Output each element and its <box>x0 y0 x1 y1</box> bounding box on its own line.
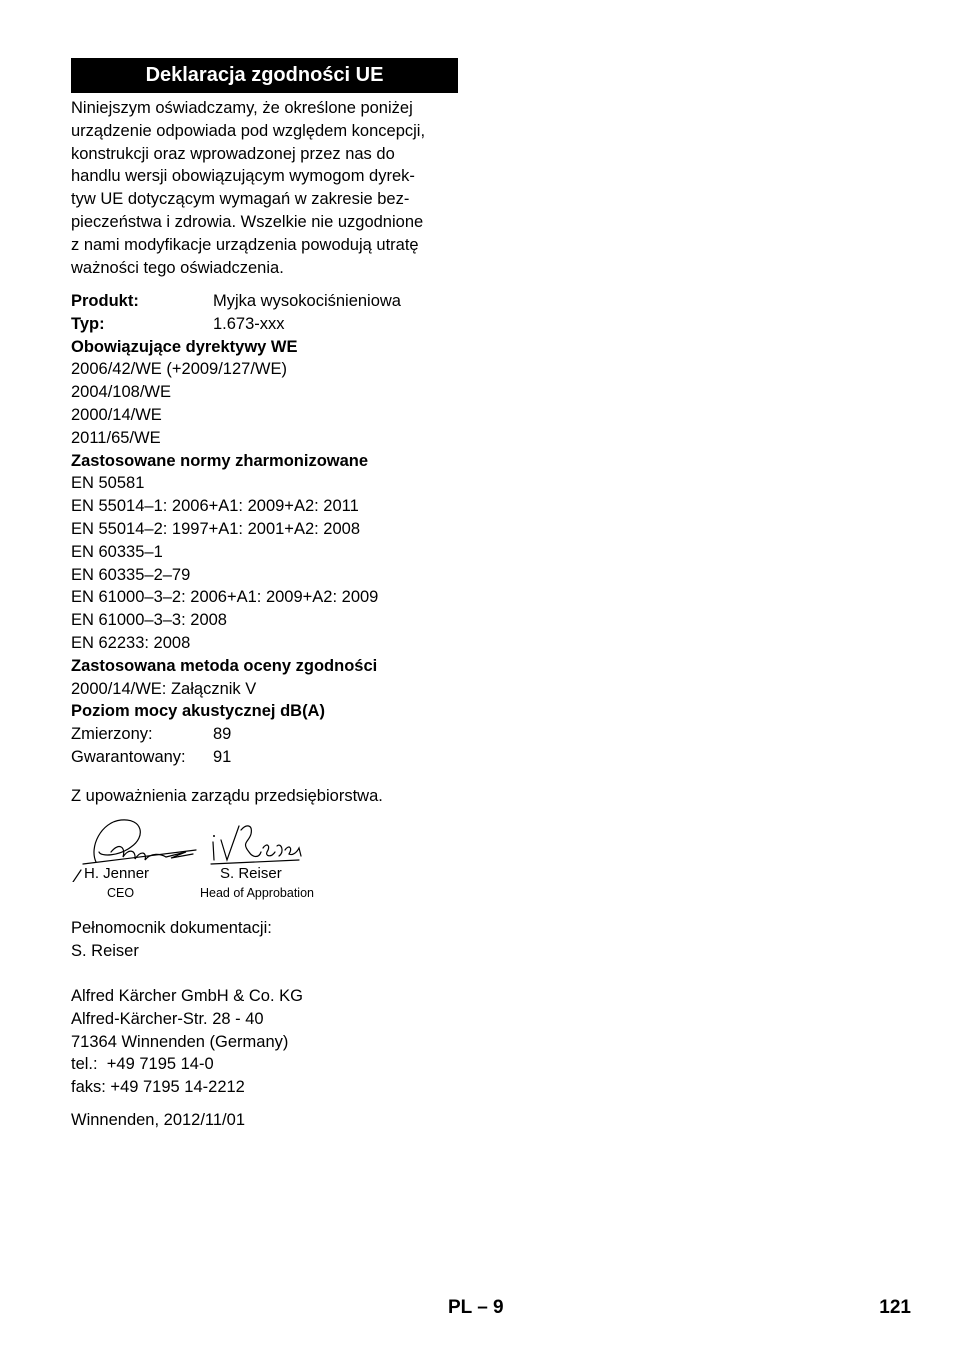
sound-measured-value: 89 <box>213 725 232 744</box>
directive-item: 2004/108/WE <box>71 383 171 402</box>
footer-page-number: 121 <box>879 1297 911 1318</box>
standard-item: EN 60335–2–79 <box>71 565 191 584</box>
signature-name-1: H. Jenner <box>84 865 150 882</box>
company-fax: faks: +49 7195 14-2212 <box>71 1078 245 1097</box>
signature-name-2: S. Reiser <box>220 865 282 882</box>
directive-item: 2000/14/WE <box>71 405 162 424</box>
standard-item: EN 50581 <box>71 474 145 493</box>
company-street: Alfred-Kärcher-Str. 28 - 40 <box>71 1009 264 1028</box>
company-city: 71364 Winnenden (Germany) <box>71 1032 289 1051</box>
signature-block <box>71 812 371 907</box>
company-tel: tel.: +49 7195 14-0 <box>71 1055 214 1074</box>
directive-item: 2011/65/WE <box>71 428 161 447</box>
sound-heading: Poziom mocy akustycznej dB(A) <box>71 702 325 721</box>
sound-measured-row <box>71 723 458 746</box>
intro-text: Niniejszym oświadczamy, że określone poniżej urządzenie odpowiada pod względem koncepcji, konstrukcji oraz wprowadzonej przez nas do handlu wersji obowiązującym wymogom dyrek- tyw UE dotyczącym wymagań w zakresie bez- pieczeństwa i zdrowia. Wszelkie nie uzgodnione z nami modyfikacje urządzenia powodują utratę ważności tego oświadczenia. <box>71 99 426 277</box>
type-label: Typ: <box>71 314 105 333</box>
product-row <box>71 290 458 313</box>
authority-statement: Z upoważnienia zarządu przedsiębiorstwa. <box>71 787 383 805</box>
signature-role-2: Head of Approbation <box>200 886 314 900</box>
product-value: Myjka wysokociśnieniowa <box>213 292 401 310</box>
type-row <box>71 313 458 336</box>
proxy-name: S. Reiser <box>71 941 139 960</box>
conformity-item: 2000/14/WE: Załącznik V <box>71 679 257 698</box>
type-value: 1.673-xxx <box>213 314 285 333</box>
standard-item: EN 61000–3–2: 2006+A1: 2009+A2: 2009 <box>71 588 379 607</box>
product-label: Produkt: <box>71 292 139 310</box>
standard-item: EN 55014–1: 2006+A1: 2009+A2: 2011 <box>71 497 359 516</box>
specifications <box>71 290 458 769</box>
declaration-date: Winnenden, 2012/11/01 <box>71 1111 245 1129</box>
footer-language-page: PL – 9 <box>448 1297 504 1318</box>
standard-item: EN 62233: 2008 <box>71 633 191 652</box>
company-name: Alfred Kärcher GmbH & Co. KG <box>71 987 303 1005</box>
proxy-label: Pełnomocnik dokumentacji: <box>71 919 272 937</box>
directives-heading: Obowiązujące dyrektywy WE <box>71 337 298 356</box>
standard-item: EN 60335–1 <box>71 542 163 561</box>
standard-item: EN 55014–2: 1997+A1: 2001+A2: 2008 <box>71 519 360 538</box>
intro-section <box>71 97 458 279</box>
signature-role-1: CEO <box>107 886 135 900</box>
document-title: Deklaracja zgodności UE <box>71 58 458 93</box>
sound-guaranteed-value: 91 <box>213 747 232 766</box>
company-address <box>71 985 458 1099</box>
documentation-proxy <box>71 917 458 963</box>
sound-guaranteed-label: Gwarantowany: <box>71 747 186 766</box>
standards-heading: Zastosowane normy zharmonizowane <box>71 451 369 470</box>
conformity-heading: Zastosowana metoda oceny zgodności <box>71 656 378 675</box>
directive-item: 2006/42/WE (+2009/127/WE) <box>71 360 287 379</box>
sound-measured-label: Zmierzony: <box>71 725 153 744</box>
sound-guaranteed-row <box>71 746 458 769</box>
standard-item: EN 61000–3–3: 2008 <box>71 611 227 630</box>
